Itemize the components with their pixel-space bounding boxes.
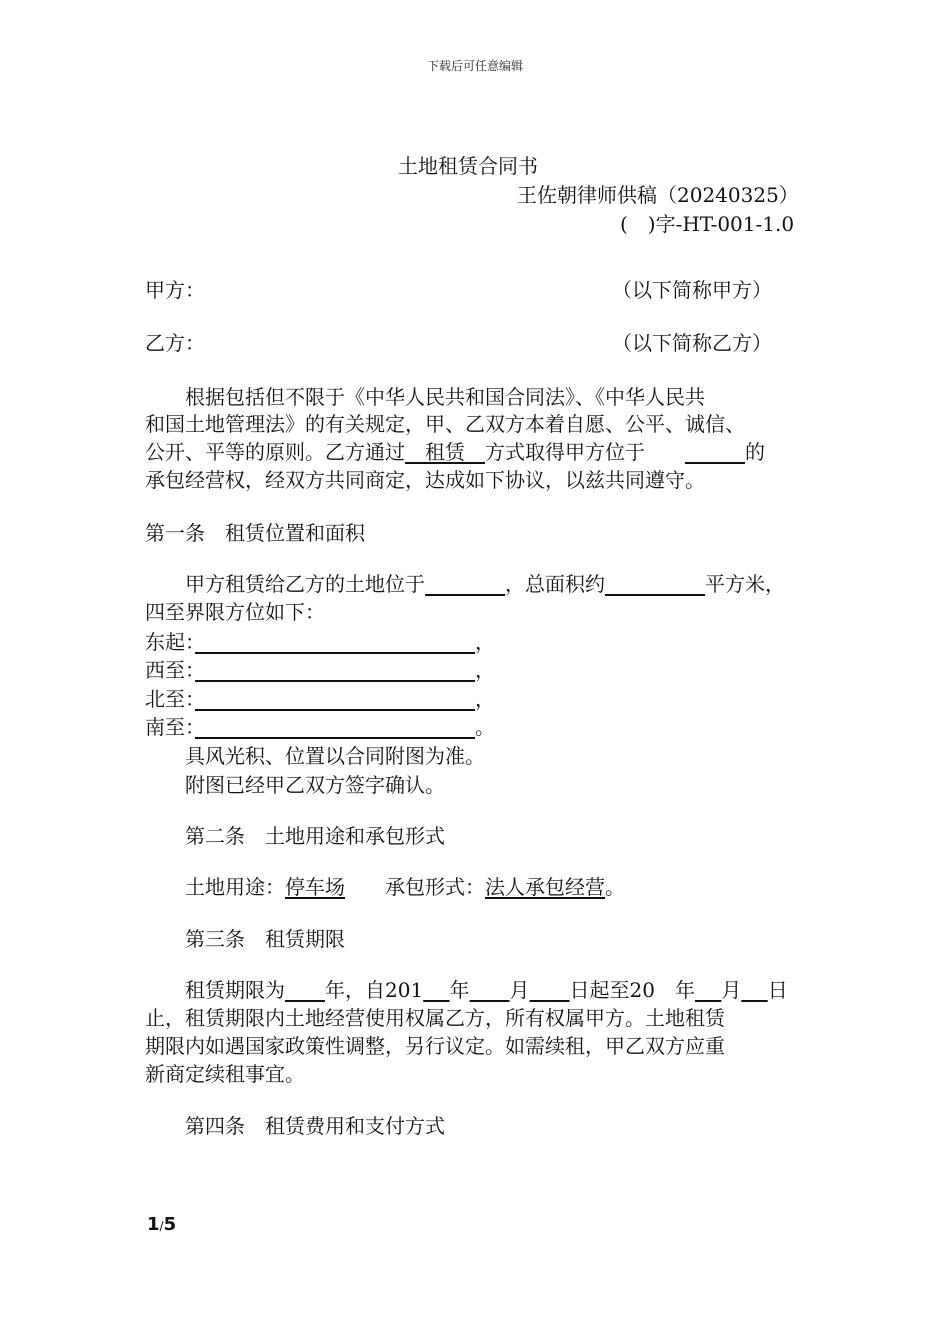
document-number: ( )字-HT-001-1.0 xyxy=(620,212,795,236)
boundary-punct: ， xyxy=(475,687,495,711)
boundary-punct: ， xyxy=(475,658,495,682)
location-field-blank xyxy=(425,572,505,596)
article-3-text: 日 xyxy=(767,978,788,1002)
preamble-text: 公开、平等的原则。乙方通过 xyxy=(145,440,405,464)
end-year-month-blank xyxy=(695,978,721,1002)
article-3-line: 止，租赁期限内土地经营使用权属乙方，所有权属甲方。土地租赁 xyxy=(145,1006,725,1030)
party-b-note: （以下简称乙方） xyxy=(612,331,772,355)
current-page: 1 xyxy=(147,1214,160,1235)
article-3-text: 年 xyxy=(449,978,470,1002)
preamble-line: 和国土地管理法》的有关规定，甲、乙双方本着自愿、公平、诚信、 xyxy=(145,412,745,436)
preamble-line: 根据包括但不限于《中华人民共和国合同法》、《中华人民共 xyxy=(145,385,705,409)
page-separator: / xyxy=(159,1219,164,1233)
preamble-text: 的 xyxy=(745,440,765,464)
article-3-line: 期限内如遇国家政策性调整，另行议定。如需续租，甲乙双方应重 xyxy=(145,1034,725,1058)
article-3-line xyxy=(145,976,788,1004)
boundary-label: 西至： xyxy=(145,658,195,682)
lease-method-blank xyxy=(405,440,485,464)
end-day-blank xyxy=(741,978,767,1002)
start-month-blank xyxy=(470,978,510,1002)
location-blank xyxy=(645,440,685,464)
article-3-text: 日起至20 年 xyxy=(569,978,695,1002)
location-blank-underline xyxy=(685,440,745,464)
article-1-text: 平方米， xyxy=(705,572,785,596)
article-3-line: 新商定续租事宜。 xyxy=(145,1062,305,1086)
land-use-value: 停车场 xyxy=(285,875,345,899)
contract-title: 土地租赁合同书 xyxy=(398,154,538,178)
page-header-note: 下载后可任意编辑 xyxy=(426,59,523,73)
boundary-west xyxy=(145,656,495,684)
boundary-punct: 。 xyxy=(475,715,495,739)
preamble-line xyxy=(145,438,765,466)
article-1-text: 甲方租赁给乙方的土地位于 xyxy=(145,572,425,596)
preamble-line: 承包经营权，经双方共同商定，达成如下协议，以兹共同遵守。 xyxy=(145,468,705,492)
boundary-punct: ， xyxy=(475,630,495,654)
party-a-note: （以下简称甲方） xyxy=(612,278,772,302)
contract-form-value: 法人承包经营 xyxy=(485,875,605,899)
article-3-text: 租赁期限为 xyxy=(145,978,285,1002)
article-2-heading: 第二条 土地用途和承包形式 xyxy=(145,824,445,848)
boundary-label: 东起： xyxy=(145,630,195,654)
party-a-label: 甲方： xyxy=(145,278,205,302)
boundary-blank xyxy=(195,658,475,682)
total-pages: 5 xyxy=(163,1214,177,1235)
lease-method-value: 租赁 xyxy=(425,440,465,464)
article-3-text: 月 xyxy=(509,978,530,1002)
start-year-blank xyxy=(423,978,449,1002)
boundary-south xyxy=(145,713,495,741)
boundary-label: 南至： xyxy=(145,715,195,739)
preamble-text: 方式取得甲方位于 xyxy=(485,440,645,464)
party-b-label: 乙方： xyxy=(145,331,205,355)
article-1-note: 附图已经甲乙双方签字确认。 xyxy=(145,773,445,797)
boundary-label: 北至： xyxy=(145,687,195,711)
boundary-blank xyxy=(195,715,475,739)
boundary-blank xyxy=(195,687,475,711)
article-1-heading: 第一条 租赁位置和面积 xyxy=(145,521,365,545)
article-3-text: 年，自201 xyxy=(325,978,424,1002)
boundary-blank xyxy=(195,630,475,654)
author-credit: 王佐朝律师供稿（20240325） xyxy=(517,183,799,207)
article-3-heading: 第三条 租赁期限 xyxy=(145,927,345,951)
boundary-east xyxy=(145,628,495,656)
article-3-text: 月 xyxy=(721,978,742,1002)
article-1-line: 四至界限方位如下： xyxy=(145,600,325,624)
article-1-line xyxy=(145,570,785,598)
article-2-line xyxy=(145,873,625,901)
land-use-label: 土地用途： xyxy=(145,875,285,899)
article-4-heading: 第四条 租赁费用和支付方式 xyxy=(145,1114,445,1138)
article-1-text: ，总面积约 xyxy=(505,572,605,596)
area-field-blank xyxy=(605,572,705,596)
article-1-note: 具风光积、位置以合同附图为准。 xyxy=(145,744,485,768)
page-indicator xyxy=(147,1214,176,1235)
boundary-north xyxy=(145,685,495,713)
term-years-blank xyxy=(285,978,325,1002)
start-day-blank xyxy=(530,978,570,1002)
contract-form-label: 承包形式： xyxy=(345,875,485,899)
article-2-punct: 。 xyxy=(605,875,625,899)
